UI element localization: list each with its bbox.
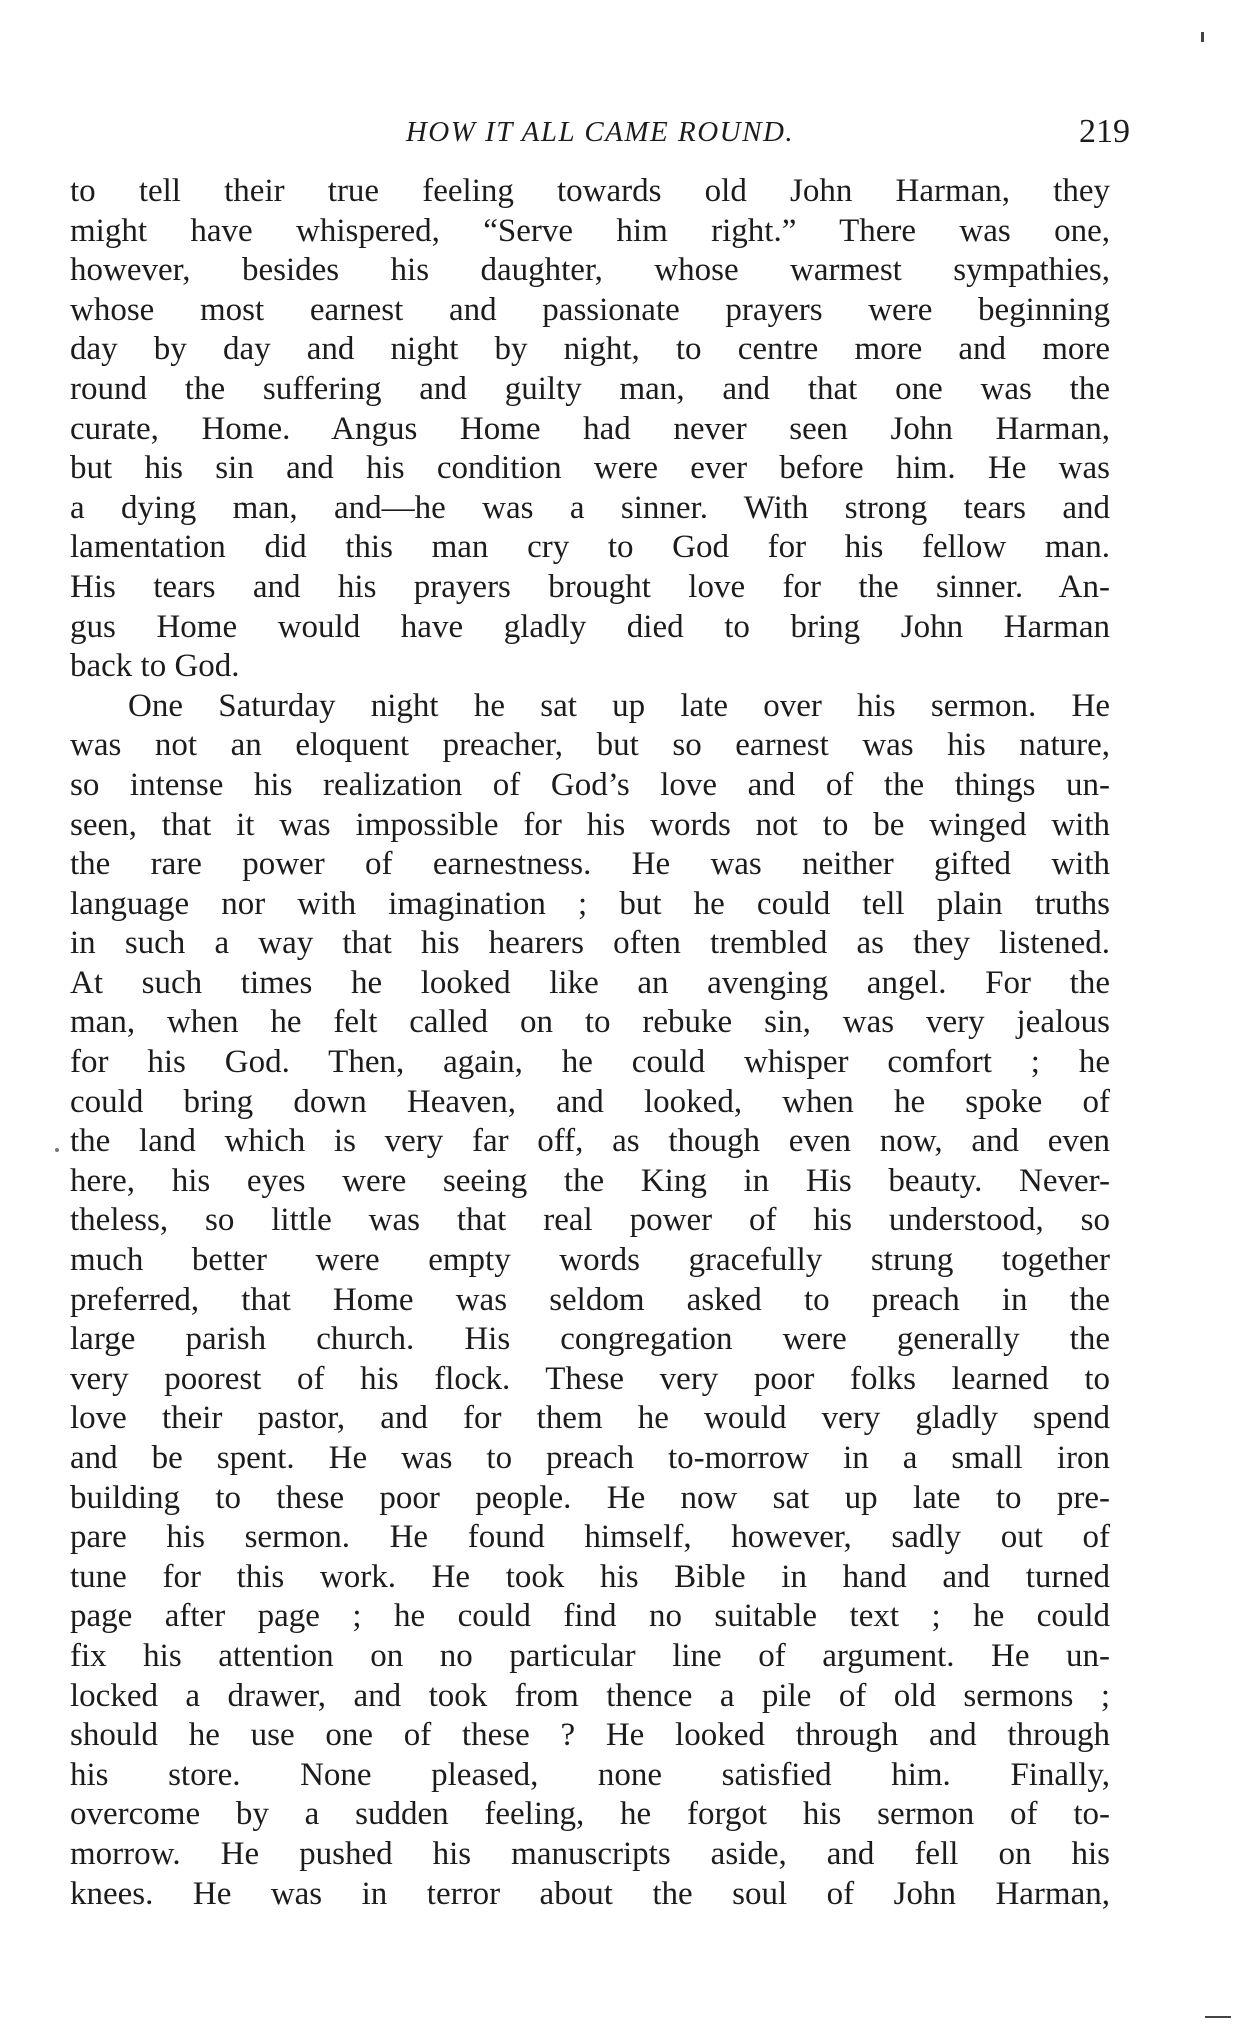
text-line: day by day and night by night, to centre more and more xyxy=(70,331,1110,368)
text-line: overcome by a sudden feeling, he forgot his sermon of to- xyxy=(70,1796,1110,1833)
text-line: his store. None pleased, none satisfied him. Finally, xyxy=(70,1756,1110,1793)
text-line: but his sin and his condition were ever before him. He was xyxy=(70,450,1110,487)
running-title: HOW IT ALL CAME ROUND. xyxy=(405,116,795,148)
text-line: knees. He was in terror about the soul of John Harman, xyxy=(70,1875,1110,1912)
text-line: fix his attention on no particular line of argument. He un- xyxy=(70,1637,1110,1674)
text-line: much better were empty words gracefully strung together xyxy=(70,1242,1110,1279)
margin-speck xyxy=(55,1148,59,1152)
text-line: lamentation did this man cry to God for his fellow man. xyxy=(70,529,1110,566)
text-line: and be spent. He was to preach to-morrow in a small iron xyxy=(70,1440,1110,1476)
text-line: to tell their true feeling towards old John Harman, they xyxy=(70,173,1110,209)
text-line: theless, so little was that real power of his understood, so xyxy=(70,1202,1110,1239)
text-line: pare his sermon. He found himself, however, sadly out of xyxy=(70,1519,1110,1556)
text-line: page after page ; he could find no suitable text ; he could xyxy=(70,1598,1110,1635)
text-line: for his God. Then, again, he could whisper comfort ; he xyxy=(70,1044,1110,1081)
text-line: whose most earnest and passionate prayers were beginning xyxy=(70,291,1110,328)
text-line: morrow. He pushed his manuscripts aside, and fell on his xyxy=(70,1835,1110,1872)
text-line: the rare power of earnestness. He was neither gifted with xyxy=(70,846,1110,883)
text-line: very poorest of his flock. These very poor folks learned to xyxy=(70,1360,1110,1397)
print-speck xyxy=(1201,32,1204,42)
text-line: however, besides his daughter, whose warmest sympathies, xyxy=(70,252,1110,289)
text-line: might have whispered, “Serve him right.” There was one, xyxy=(70,212,1110,249)
text-line: the land which is very far off, as though even now, and even xyxy=(70,1123,1110,1160)
text-line: round the suffering and guilty man, and that one was the xyxy=(70,370,1110,407)
text-line: back to God. xyxy=(70,648,240,685)
text-line: here, his eyes were seeing the King in His beauty. Never- xyxy=(70,1162,1110,1199)
text-line: so intense his realization of God’s love and of the things un- xyxy=(70,766,1110,803)
text-line: could bring down Heaven, and looked, when he spoke of xyxy=(70,1083,1110,1120)
text-line: language nor with imagination ; but he could tell plain truths xyxy=(70,885,1110,922)
page-number: 219 xyxy=(1079,113,1130,150)
text-line: was not an eloquent preacher, but so earnest was his nature, xyxy=(70,727,1110,764)
text-line: man, when he felt called on to rebuke sin, was very jealous xyxy=(70,1004,1110,1041)
text-line: locked a drawer, and took from thence a pile of old sermons ; xyxy=(70,1677,1110,1714)
paragraph-start-line: One Saturday night he sat up late over his sermon. He xyxy=(128,687,1110,724)
text-line: tune for this work. He took his Bible in hand and turned xyxy=(70,1558,1110,1595)
text-line: His tears and his prayers brought love for the sinner. An- xyxy=(70,568,1110,605)
text-line: a dying man, and—he was a sinner. With strong tears and xyxy=(70,489,1110,526)
text-line: large parish church. His congregation were generally the xyxy=(70,1321,1110,1358)
body-text xyxy=(70,172,1110,1914)
text-line: in such a way that his hearers often trembled as they listened. xyxy=(70,925,1110,962)
text-line: building to these poor people. He now sat up late to pre- xyxy=(70,1479,1110,1516)
corner-speck xyxy=(1205,2016,1231,2018)
page-header xyxy=(0,112,1241,152)
text-line: curate, Home. Angus Home had never seen John Harman, xyxy=(70,410,1110,447)
text-line: preferred, that Home was seldom asked to preach in the xyxy=(70,1281,1110,1318)
text-line: gus Home would have gladly died to bring John Harman xyxy=(70,608,1110,645)
text-line: At such times he looked like an avenging angel. For the xyxy=(70,964,1110,1001)
text-line: should he use one of these ? He looked through and through xyxy=(70,1717,1110,1754)
text-line: seen, that it was impossible for his words not to be winged with xyxy=(70,806,1110,843)
text-line: love their pastor, and for them he would very gladly spend xyxy=(70,1400,1110,1437)
